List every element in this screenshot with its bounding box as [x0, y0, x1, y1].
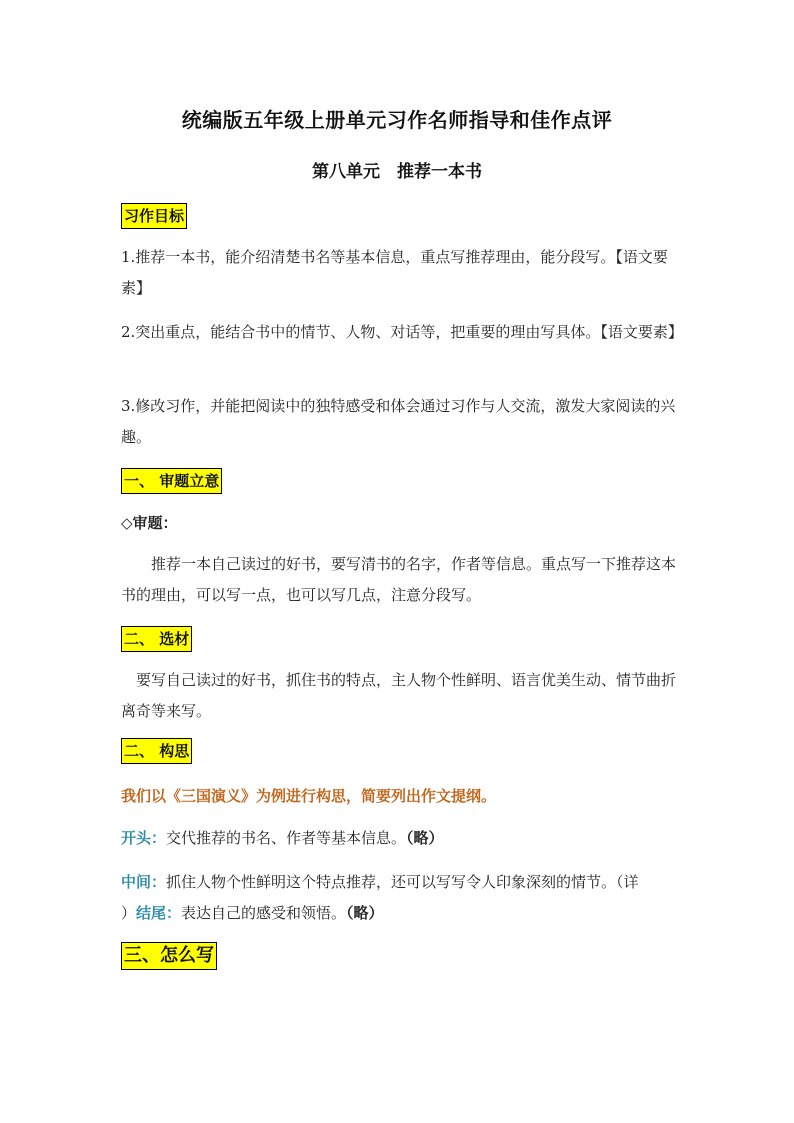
outline-middle-end [121, 867, 681, 929]
middle-label: 中间： [121, 873, 167, 891]
start-note: （略） [406, 829, 444, 847]
analysis-body: 推荐一本自己读过的好书，要写清书的名字，作者等信息。重点写一下推荐这本书的理由，可以写一点，也可以写几点，注意分段写。 [121, 555, 677, 604]
goals-heading: 习作目标 [121, 203, 187, 229]
start-label: 开头： [121, 829, 167, 847]
material-body: 要写自己读过的好书，抓住书的特点，主人物个性鲜明、语言优美生动、情节曲折离奇等来写。 [121, 671, 677, 720]
section-heading-how-to-write: 三、怎么写 [121, 942, 217, 970]
section-heading-analysis: 一、 审题立意 [121, 468, 222, 494]
outline-start [121, 823, 681, 854]
end-prefix: ） [121, 904, 137, 922]
end-note: （略） [346, 904, 384, 922]
analysis-subheading: ◇审题： [121, 514, 178, 532]
page-title: 统编版五年级上册单元习作名师指导和佳作点评 [181, 108, 613, 132]
goal-item-3: 3.修改习作，并能把阅读中的独特感受和体会通过习作与人交流，激发大家阅读的兴趣。 [121, 397, 676, 446]
end-text: 表达自己的感受和领悟。 [181, 904, 347, 922]
end-label: 结尾： [136, 904, 182, 922]
start-text: 交代推荐的书名、作者等基本信息。 [166, 829, 407, 847]
middle-text: 抓住人物个性鲜明这个特点推荐，还可以写写令人印象深刻的情节。（详 [166, 873, 639, 891]
page-subtitle: 第八单元 推荐一本书 [312, 162, 482, 182]
section-heading-outline: 二、 构思 [121, 738, 192, 764]
goal-item-1: 1.推荐一本书，能介绍清楚书名等基本信息，重点写推荐理由，能分段写。【语文要素】 [121, 248, 668, 297]
section-heading-material: 二、 选材 [121, 626, 192, 652]
goal-item-2: 2.突出重点，能结合书中的情节、人物、对话等，把重要的理由写具体。【语文要素】 [121, 323, 683, 341]
outline-lead: 我们以《三国演义》为例进行构思，简要列出作文提纲。 [121, 787, 497, 805]
